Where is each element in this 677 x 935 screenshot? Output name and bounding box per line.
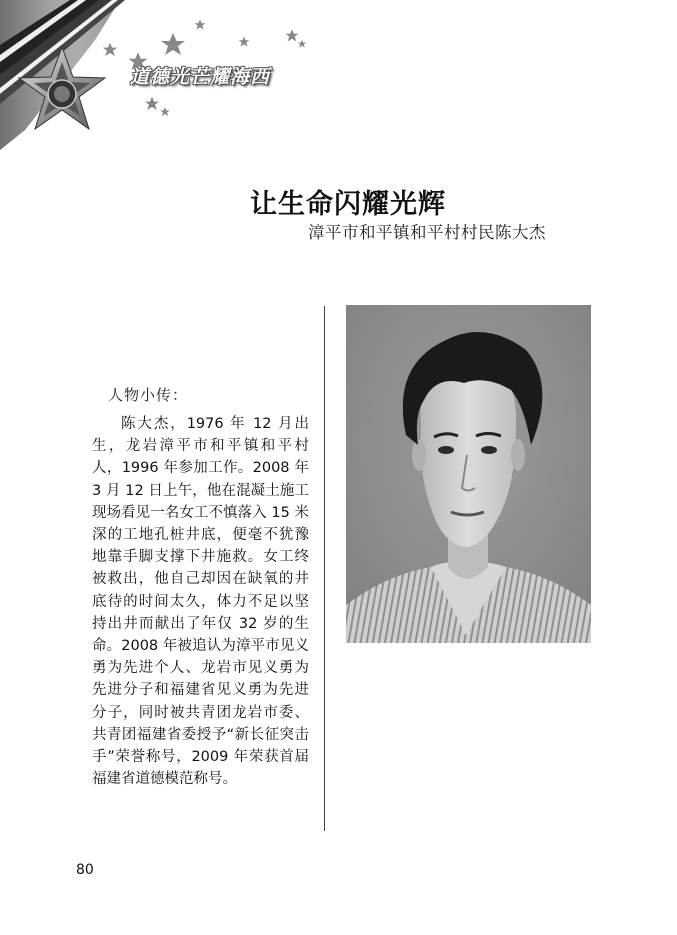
- column-divider: [324, 306, 325, 831]
- portrait-photo: [346, 305, 591, 643]
- article-subtitle: 漳平市和平镇和平村村民陈大杰: [308, 223, 546, 242]
- series-title: 道德光芒耀海西: [130, 66, 271, 88]
- article-title: 让生命闪耀光辉: [250, 189, 446, 220]
- page-number: 80: [76, 862, 94, 878]
- bio-heading: 人物小传：: [108, 386, 189, 404]
- bio-text: 陈大杰，1976 年 12 月出生，龙岩漳平市和平镇和平村人，1996 年参加工作。2008 年 3 月 12 日上午，他在混凝土施工现场看见一名女工不慎落入 15 米深的工地孔桩井底，便毫不犹豫地靠手脚支撑下井施救。女工终被救出，他自己却因在缺氧的井底待的时间太久，体力不足以坚持出井而献出了年仅 32 岁的生命。2008 年被追认为漳平市见义勇为先进个人、龙岩市见义勇为先进分子和福建省见义勇为先进分子，同时被共青团龙岩市委、共青团福建省委授予“新长征突击手”荣誉称号，2009 年荣获首届福建省道德模范称号。: [92, 416, 309, 788]
